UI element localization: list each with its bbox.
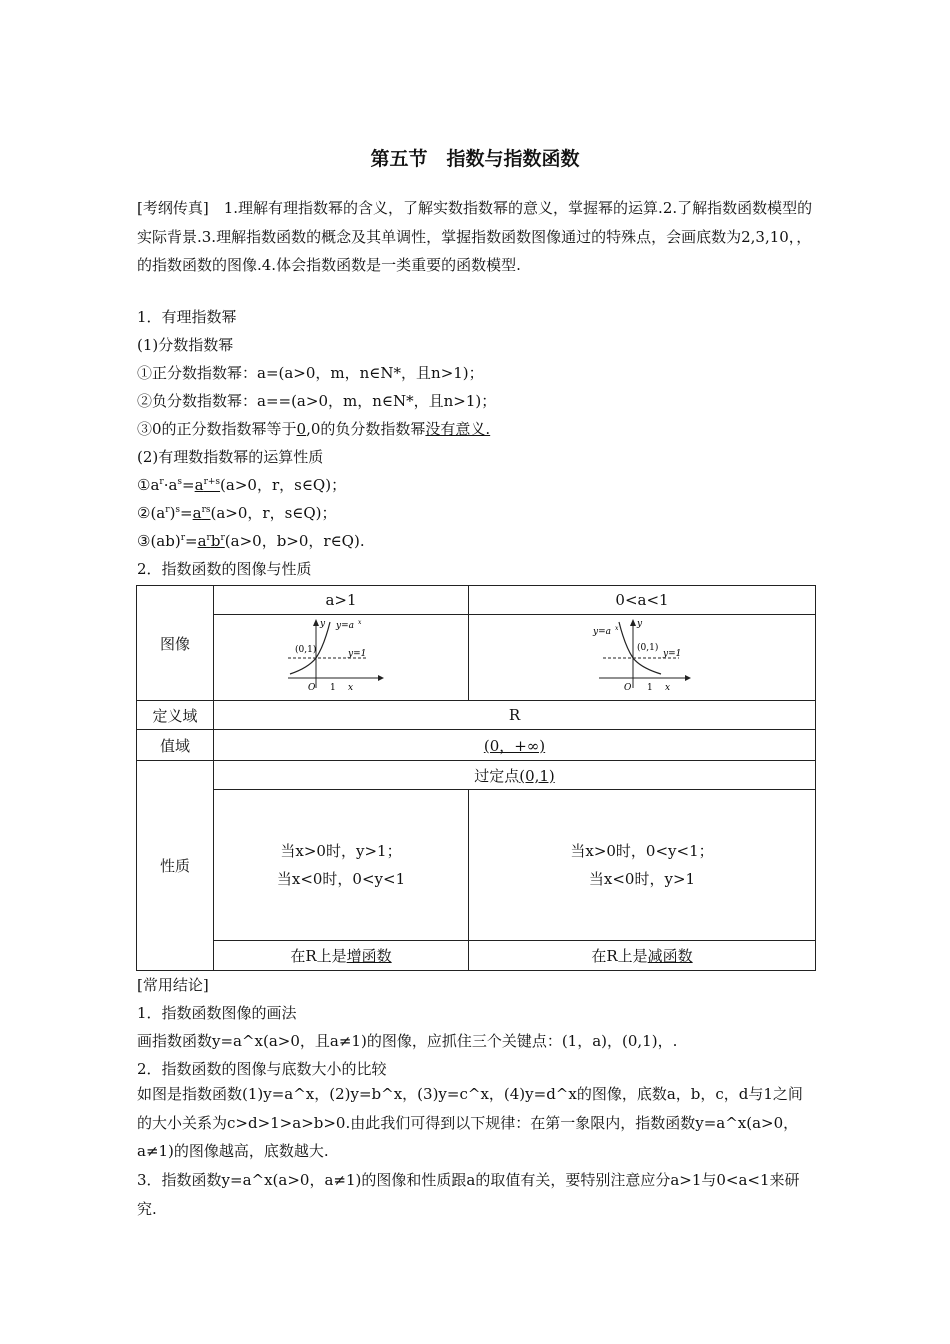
tick-label: 1 <box>330 682 336 693</box>
row-label-domain: 定义域 <box>137 701 214 730</box>
exponential-properties-table <box>136 585 816 971</box>
answer-power: $a^{rs}$ <box>192 504 211 522</box>
syllabus-tag: [考纲传真] <box>137 199 209 217</box>
curve-label: y=a <box>593 626 611 637</box>
fixed-point-answer: (0,1) <box>519 766 555 785</box>
answer-product-base: $a^rb^r$ <box>197 532 225 550</box>
conclusion1-text: 画指数函数y=a^x(a>0，且a≠1)的图像，应抓住三个关键点：(1，a)，(0,1)，. <box>137 1032 678 1050</box>
curve-sup: x <box>358 618 362 626</box>
header-a-gt-1: a>1 <box>214 586 469 615</box>
page-title: 第五节 指数与指数函数 <box>370 148 580 170</box>
graph-decreasing-cell <box>469 615 816 701</box>
y-axis-arrow <box>313 619 319 626</box>
origin-label: O <box>308 682 316 693</box>
origin-label: O <box>624 682 632 693</box>
rule-power: $②(a^r)^s=a^{rs}(a>0$，r，s∈Q)； <box>137 504 337 522</box>
syllabus-text: 1.理解有理指数幂的含义，了解实数指数幂的意义，掌握幂的运算.2.了解指数函数模型的实际背景.3.理解指数函数的概念及其单调性，掌握指数函数图像通过的特殊点，会画底数为2,3,10，，的指数函数的图像.4.体会指数函数是一类重要的函数模型. <box>137 199 813 274</box>
conclusion2-text: 如图是指数函数(1)y=a^x，(2)y=b^x，(3)y=c^x，(4)y=d^x的图像，底数a，b，c，d与1之间的大小关系为c>d>1>a>b>0.由此我们可得到以下规律：在第一象限内，指数函数y=a^x(a>0，a≠1)的图像越高，底数越大. <box>137 1085 803 1160</box>
section1-sub2: (2)有理数指数幂的运算性质 <box>137 448 324 466</box>
x-label: x <box>348 682 354 693</box>
section1-sub1: (1)分数指数幂 <box>137 336 234 354</box>
section1-heading: 1．有理指数幂 <box>137 308 237 326</box>
rule-product-base: $③(ab)^r=a^rb^r(a>0$，b>0，r∈Q). <box>137 532 365 550</box>
answer-decreasing: 减函数 <box>647 947 693 965</box>
answer-undefined: 没有意义. <box>425 420 491 438</box>
item-zero-exponent: ③0的正分数指数幂等于0,0的负分数指数幂没有意义. <box>137 420 491 438</box>
range-value: (0，+∞) <box>214 730 816 761</box>
item-positive-exponent: ①正分数指数幂：a=(a>0，m，n∈N*，且n>1)； <box>137 364 484 382</box>
section2-heading: 2．指数函数的图像与性质 <box>137 560 312 578</box>
header-a-lt-1: 0<a<1 <box>469 586 816 615</box>
monotonic-increasing: 在R上是增函数 <box>214 941 469 971</box>
answer-zero: 0 <box>296 420 307 438</box>
row-label-range: 值域 <box>137 730 214 761</box>
tick-label: 1 <box>647 682 653 693</box>
monotonic-decreasing: 在R上是减函数 <box>469 941 816 971</box>
line-label: y=1 <box>348 648 367 659</box>
y-label: y <box>320 618 326 629</box>
row-label-properties: 性质 <box>137 761 214 971</box>
line-label: y=1 <box>663 648 682 659</box>
property-increasing: 当x>0时，y>1； 当x<0时，0<y<1 <box>214 790 469 941</box>
rule-product: $①a^r\cdot a^s=a^{r+s}(a>0$，r，s∈Q)； <box>137 476 347 494</box>
y-label: y <box>637 618 643 629</box>
conclusion2-heading: 2．指数函数的图像与底数大小的比较 <box>137 1060 387 1078</box>
conclusions-tag: [常用结论] <box>137 976 209 994</box>
point-label: (0,1) <box>637 642 659 653</box>
x-axis-arrow <box>685 675 691 681</box>
point-label: (0,1) <box>295 644 317 655</box>
syllabus-paragraph <box>137 194 815 280</box>
curve-label: y=a <box>336 620 354 631</box>
graph-increasing <box>286 616 396 696</box>
property-decreasing: 当x>0时，0<y<1； 当x<0时，y>1 <box>469 790 816 941</box>
conclusion1-heading: 1．指数函数图像的画法 <box>137 1004 297 1022</box>
graph-decreasing <box>587 616 697 696</box>
conclusion3-text: 3．指数函数y=a^x(a>0，a≠1)的图像和性质跟a的取值有关，要特别注意应分a>1与0<a<1来研究. <box>137 1171 800 1218</box>
graph-increasing-cell <box>214 615 469 701</box>
item-negative-exponent: ②负分数指数幂：a==(a>0，m，n∈N*，且n>1)； <box>137 392 497 410</box>
answer-increasing: 增函数 <box>346 947 392 965</box>
fixed-point-cell: 过定点(0,1) <box>214 761 816 790</box>
domain-value: R <box>214 701 816 730</box>
x-label: x <box>665 682 671 693</box>
answer-product: $a^{r+s}$ <box>194 476 221 494</box>
y-axis-arrow <box>630 619 636 626</box>
x-axis-arrow <box>378 675 384 681</box>
row-label-graph: 图像 <box>137 586 214 701</box>
curve-sup: x <box>615 624 619 632</box>
